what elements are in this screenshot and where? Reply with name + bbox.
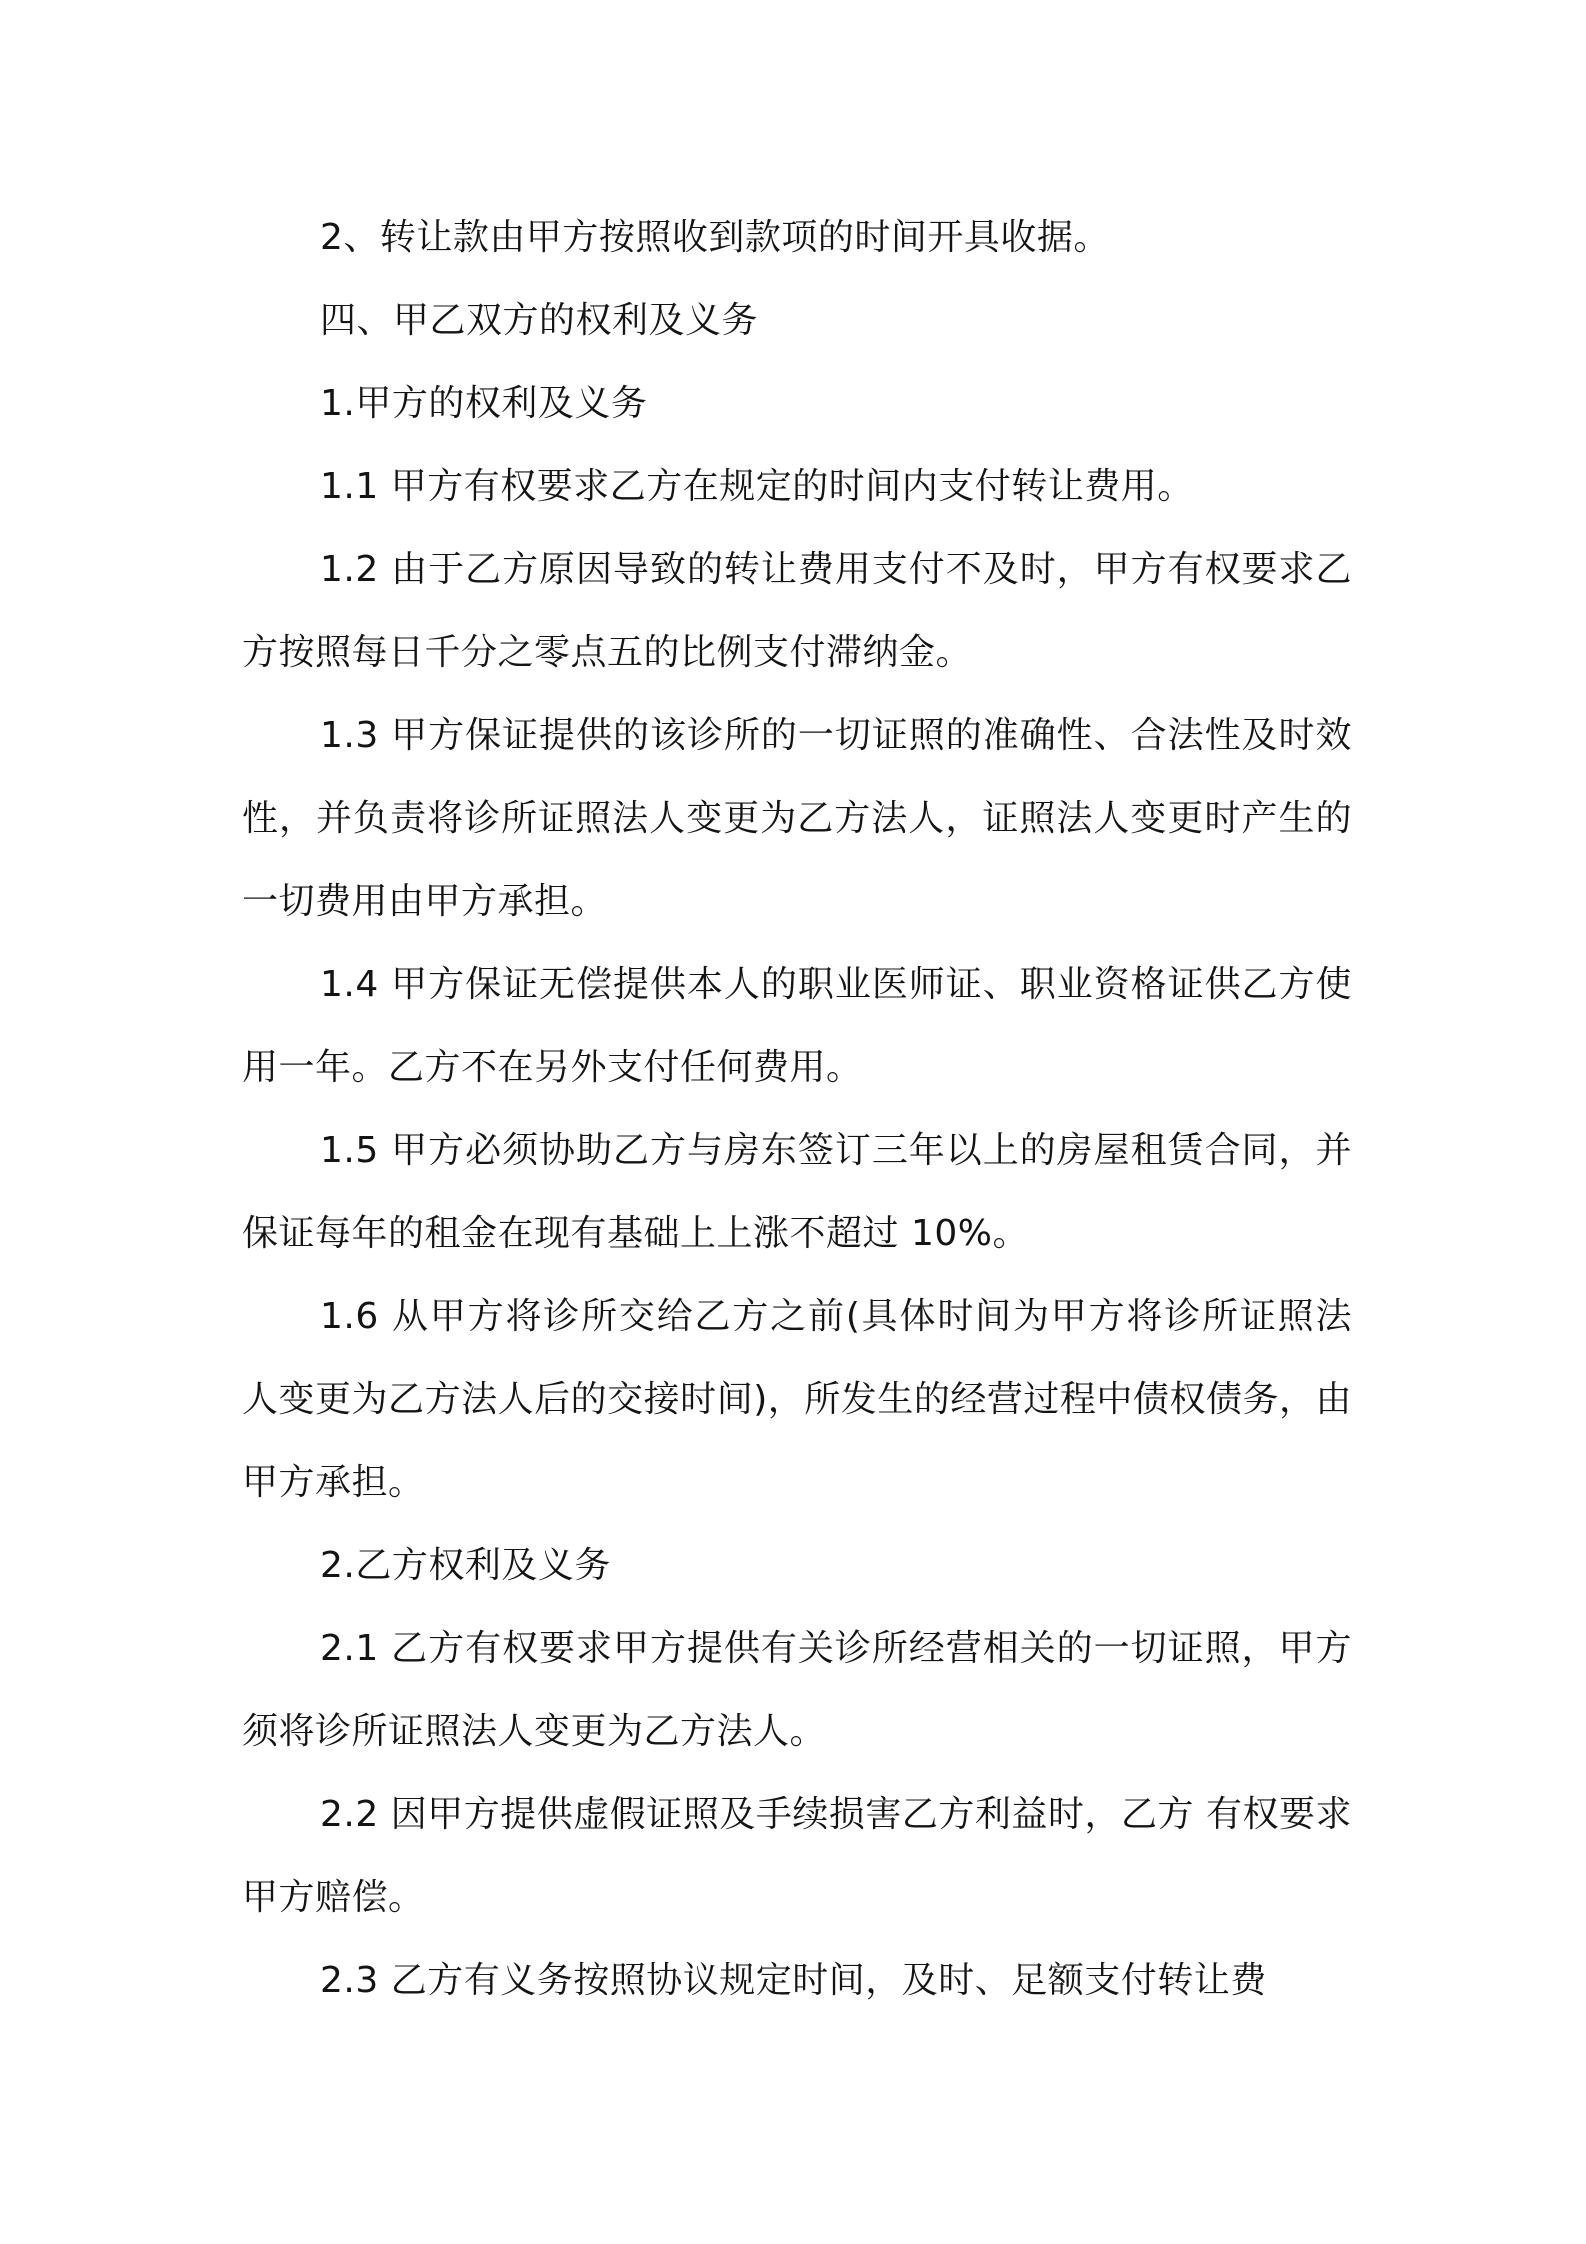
section-heading-rights-obligations: 四、甲乙双方的权利及义务 bbox=[320, 300, 759, 341]
subsection-heading-party-b: 2.乙方权利及义务 bbox=[320, 1545, 611, 1586]
paragraph-clause-2-1: 2.1 乙方有权要求甲方提供有关诊所经营相关的一切证照，甲方须将诊所证照法人变更为乙方法人。 bbox=[242, 1628, 1352, 1752]
paragraph-clause-2-2: 2.2 因甲方提供虚假证照及手续损害乙方利益时，乙方 有权要求甲方赔偿。 bbox=[242, 1794, 1352, 1918]
document-body bbox=[242, 196, 1352, 2022]
paragraph-clause-1-6: 1.6 从甲方将诊所交给乙方之前(具体时间为甲方将诊所证照法人变更为乙方法人后的交接时间)，所发生的经营过程中债权债务，由甲方承担。 bbox=[242, 1296, 1352, 1503]
paragraph-clause-1-3: 1.3 甲方保证提供的该诊所的一切证照的准确性、合法性及时效性，并负责将诊所证照法人变更为乙方法人，证照法人变更时产生的一切费用由甲方承担。 bbox=[242, 715, 1352, 922]
paragraph-clause-1-4: 1.4 甲方保证无偿提供本人的职业医师证、职业资格证供乙方使用一年。乙方不在另外支付任何费用。 bbox=[242, 964, 1352, 1088]
paragraph-clause-1-5: 1.5 甲方必须协助乙方与房东签订三年以上的房屋租赁合同，并保证每年的租金在现有基础上上涨不超过 10%。 bbox=[242, 1130, 1352, 1254]
paragraph-clause-2-3: 2.3 乙方有义务按照协议规定时间，及时、足额支付转让费 bbox=[320, 1960, 1267, 2001]
paragraph-receipt-clause: 2、转让款由甲方按照收到款项的时间开具收据。 bbox=[320, 217, 1110, 258]
subsection-heading-party-a: 1.甲方的权利及义务 bbox=[320, 383, 648, 424]
paragraph-clause-1-1: 1.1 甲方有权要求乙方在规定的时间内支付转让费用。 bbox=[320, 466, 1194, 507]
paragraph-clause-1-2: 1.2 由于乙方原因导致的转让费用支付不及时，甲方有权要求乙方按照每日千分之零点五的比例支付滞纳金。 bbox=[242, 549, 1352, 673]
